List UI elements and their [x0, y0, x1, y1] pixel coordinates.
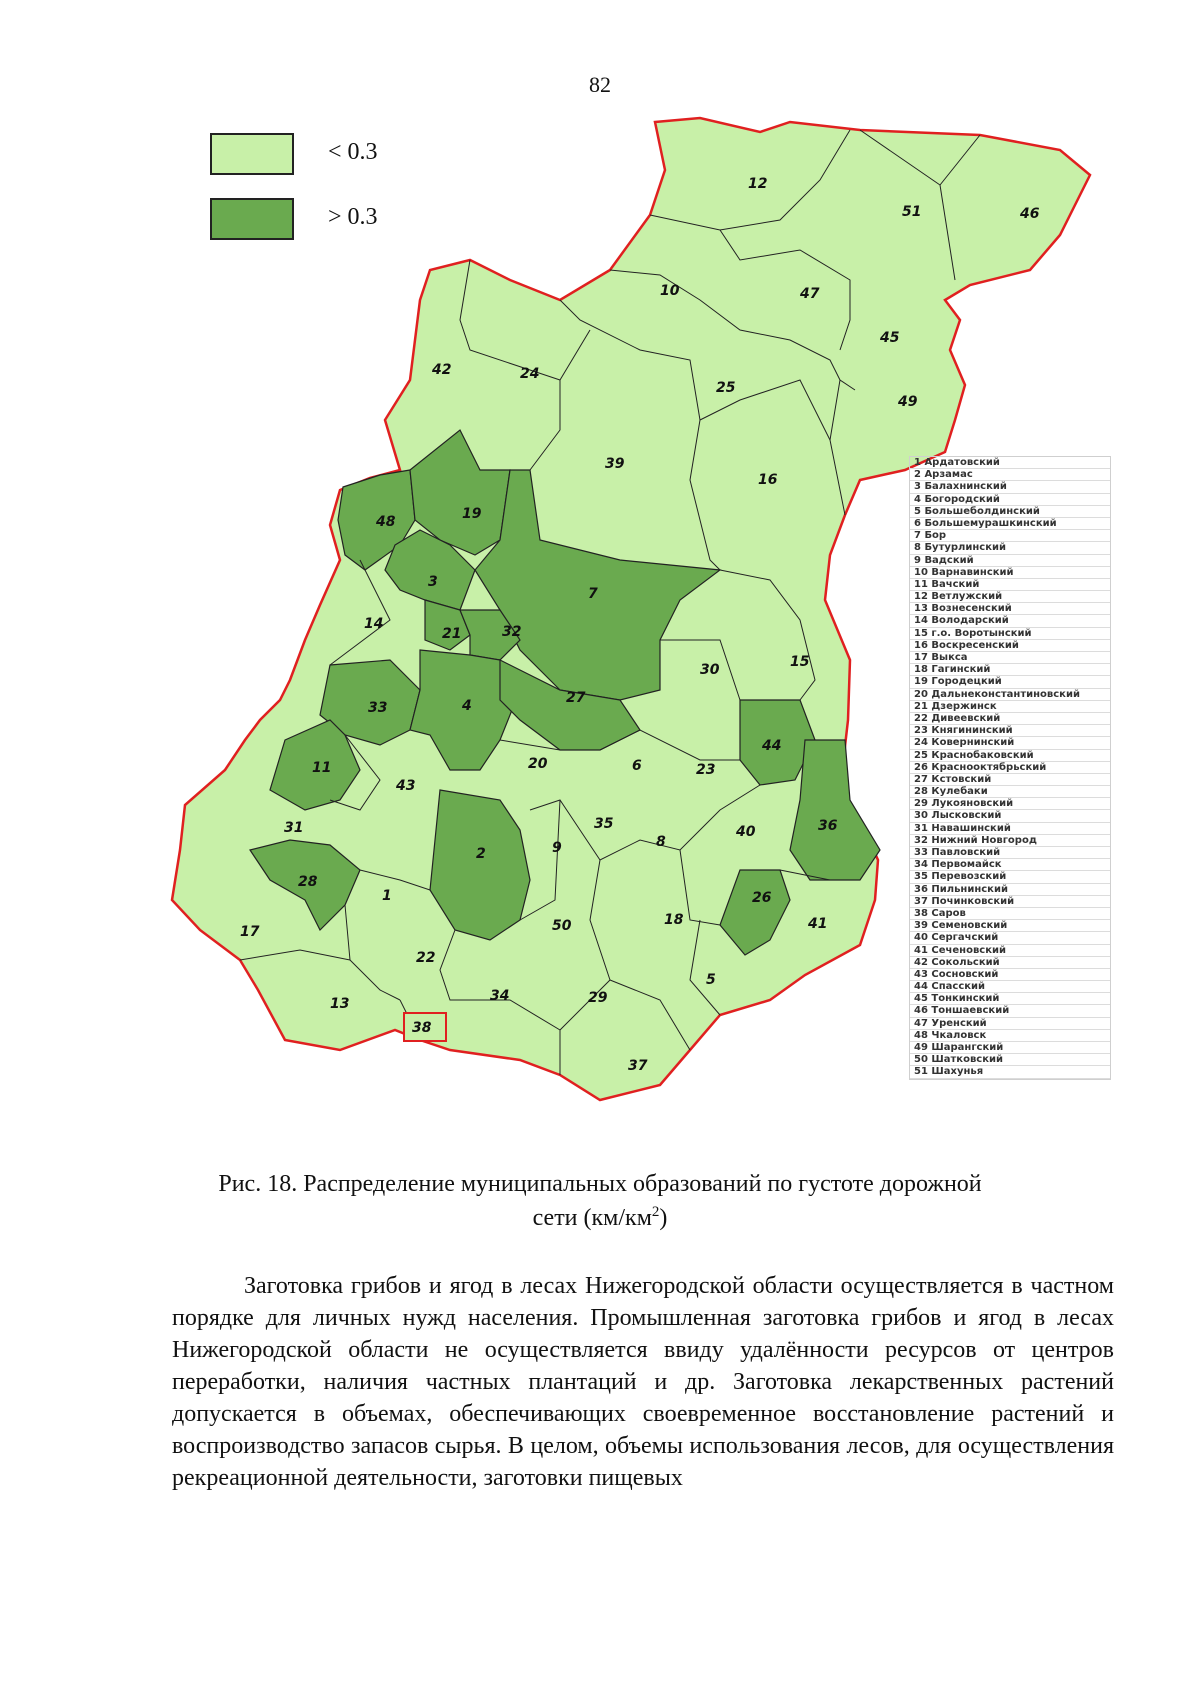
- region-label: 39: [605, 456, 625, 472]
- region-label: 2: [476, 846, 486, 862]
- region-label: 16: [758, 472, 778, 488]
- region-label: 9: [552, 840, 562, 856]
- key-row: 17 Выкса: [910, 652, 1110, 664]
- key-row: 29 Лукояновский: [910, 798, 1110, 810]
- key-row: 48 Чкаловск: [910, 1030, 1110, 1042]
- key-row: 42 Сокольский: [910, 957, 1110, 969]
- region-label: 35: [594, 816, 614, 832]
- key-row: 16 Воскресенский: [910, 640, 1110, 652]
- key-row: 46 Тоншаевский: [910, 1005, 1110, 1017]
- key-row: 37 Починковский: [910, 896, 1110, 908]
- figure-caption: [160, 1170, 1040, 1232]
- region-label: 30: [700, 662, 720, 678]
- legend-label-high: > 0.3: [328, 204, 378, 230]
- region-label: 15: [790, 654, 810, 670]
- region-label: 47: [800, 286, 820, 302]
- region-label: 37: [628, 1058, 648, 1074]
- key-row: 27 Кстовский: [910, 774, 1110, 786]
- region-label: 5: [706, 972, 716, 988]
- key-row: 35 Перевозский: [910, 871, 1110, 883]
- region-label: 27: [566, 690, 586, 706]
- region-label: 26: [752, 890, 772, 906]
- region-label: 12: [748, 176, 768, 192]
- region-label: 8: [656, 834, 666, 850]
- key-row: 20 Дальнеконстантиновский: [910, 689, 1110, 701]
- region-label: 46: [1020, 206, 1040, 222]
- key-row: 11 Вачский: [910, 579, 1110, 591]
- key-row: 22 Дивеевский: [910, 713, 1110, 725]
- region-label: 20: [528, 756, 548, 772]
- region-label: 25: [716, 380, 736, 396]
- key-row: 19 Городецкий: [910, 676, 1110, 688]
- key-row: 3 Балахнинский: [910, 481, 1110, 493]
- region-label: 19: [462, 506, 482, 522]
- key-row: 43 Сосновский: [910, 969, 1110, 981]
- key-row: 30 Лысковский: [910, 810, 1110, 822]
- key-row: 21 Дзержинск: [910, 701, 1110, 713]
- region-label: 40: [736, 824, 756, 840]
- region-label: 29: [588, 990, 608, 1006]
- caption-line-2: [160, 1198, 1040, 1232]
- key-row: 1 Ардатовский: [910, 457, 1110, 469]
- region-label: 17: [240, 924, 260, 940]
- region-label: 49: [898, 394, 918, 410]
- region-label: 10: [660, 283, 680, 299]
- caption-line-2-end: ): [659, 1205, 668, 1231]
- page-number: 82: [589, 72, 611, 97]
- key-row: 7 Бор: [910, 530, 1110, 542]
- key-row: 24 Ковернинский: [910, 737, 1110, 749]
- region-label: 4: [462, 698, 472, 714]
- region-label: 43: [396, 778, 416, 794]
- region-label: 33: [368, 700, 388, 716]
- key-row: 38 Саров: [910, 908, 1110, 920]
- region-label: 38: [412, 1020, 432, 1036]
- key-row: 41 Сеченовский: [910, 945, 1110, 957]
- region-label: 48: [376, 514, 396, 530]
- region-label: 32: [502, 624, 522, 640]
- caption-line-2-main: сети (км/км: [532, 1205, 652, 1231]
- caption-line-1: Рис. 18. Распределение муниципальных образований по густоте дорожной: [218, 1171, 982, 1197]
- key-row: 45 Тонкинский: [910, 993, 1110, 1005]
- key-row: 4 Богородский: [910, 494, 1110, 506]
- key-row: 51 Шахунья: [910, 1066, 1110, 1078]
- key-row: 2 Арзамас: [910, 469, 1110, 481]
- region-label: 18: [664, 912, 684, 928]
- key-row: 10 Варнавинский: [910, 567, 1110, 579]
- key-row: 34 Первомайск: [910, 859, 1110, 871]
- caption-superscript: 2: [651, 1204, 660, 1220]
- key-row: 40 Сергачский: [910, 932, 1110, 944]
- key-row: 39 Семеновский: [910, 920, 1110, 932]
- key-row: 15 г.о. Воротынский: [910, 628, 1110, 640]
- region-label: 21: [442, 626, 462, 642]
- region-label: 13: [330, 996, 350, 1012]
- key-row: 28 Кулебаки: [910, 786, 1110, 798]
- region-label: 41: [808, 916, 828, 932]
- key-row: 50 Шатковский: [910, 1054, 1110, 1066]
- key-row: 31 Навашинский: [910, 823, 1110, 835]
- key-row: 8 Бутурлинский: [910, 542, 1110, 554]
- region-36: [790, 740, 880, 880]
- region-label: 44: [762, 738, 782, 754]
- region-label: 28: [298, 874, 318, 890]
- key-row: 14 Володарский: [910, 615, 1110, 627]
- region-label: 42: [432, 362, 452, 378]
- key-row: 18 Гагинский: [910, 664, 1110, 676]
- region-label: 45: [880, 330, 900, 346]
- region-label: 11: [312, 760, 332, 776]
- municipality-key-list: [909, 456, 1111, 1080]
- key-row: 26 Краснооктябрьский: [910, 762, 1110, 774]
- region-label: 3: [428, 574, 438, 590]
- key-row: 23 Княгининский: [910, 725, 1110, 737]
- region-label: 6: [632, 758, 642, 774]
- region-label: 31: [284, 820, 304, 836]
- key-row: 33 Павловский: [910, 847, 1110, 859]
- key-row: 47 Уренский: [910, 1018, 1110, 1030]
- key-row: 6 Большемурашкинский: [910, 518, 1110, 530]
- region-label: 7: [588, 586, 598, 602]
- key-row: 36 Пильнинский: [910, 884, 1110, 896]
- key-row: 49 Шарангский: [910, 1042, 1110, 1054]
- key-row: 5 Большеболдинский: [910, 506, 1110, 518]
- key-row: 32 Нижний Новгород: [910, 835, 1110, 847]
- region-label: 22: [416, 950, 436, 966]
- legend-label-low: < 0.3: [328, 139, 378, 165]
- key-row: 13 Вознесенский: [910, 603, 1110, 615]
- region-label: 14: [364, 616, 384, 632]
- key-row: 9 Вадский: [910, 555, 1110, 567]
- key-row: 44 Спасский: [910, 981, 1110, 993]
- region-label: 1: [382, 888, 392, 904]
- key-row: 25 Краснобаковский: [910, 750, 1110, 762]
- region-label: 50: [552, 918, 572, 934]
- region-label: 51: [902, 204, 922, 220]
- region-label: 23: [696, 762, 716, 778]
- region-label: 36: [818, 818, 838, 834]
- key-row: 12 Ветлужский: [910, 591, 1110, 603]
- region-label: 24: [520, 366, 540, 382]
- region-label: 34: [490, 988, 510, 1004]
- body-paragraph: Заготовка грибов и ягод в лесах Нижегородской области осуществляется в частном порядке для личных нужд населения. Промышленная заготовка грибов и ягод в лесах Нижегородской области не осуществляется ввиду удалённости ресурсов от центров переработки, наличия частных плантаций и др. Заготовка лекарственных растений допускается в объемах, обеспечивающих своевременное восстановление растений и воспроизводство запасов сырья. В целом, объемы использования лесов, для осуществления рекреационной деятельности, заготовки пищевых: [172, 1273, 1114, 1491]
